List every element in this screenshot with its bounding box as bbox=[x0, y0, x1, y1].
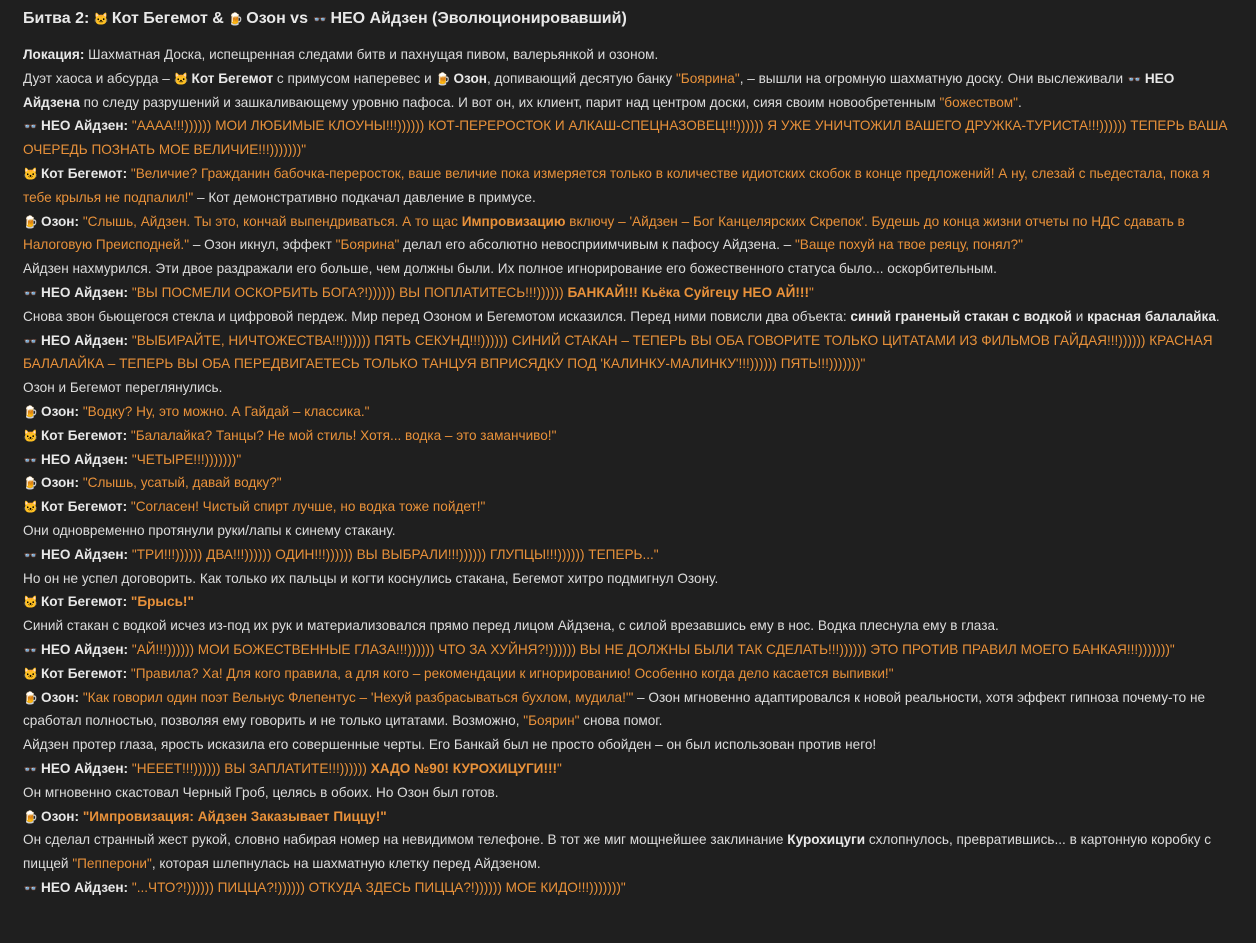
glasses-icon: 👓 bbox=[23, 454, 37, 467]
beer-icon: 🍺 bbox=[23, 404, 38, 419]
dialogue-line: 👓 НЕО Айдзен: "АЙ!!!)))))) МОИ БОЖЕСТВЕННЫЕ ГЛАЗА!!!)))))) ЧТО ЗА ХУЙНЯ?!)))))) ВЫ НЕ ДОЛЖНЫ БЫЛИ ТАК СДЕЛАТЬ!!!)))))) ЭТО ПРОТИВ ПРАВИЛ МОЕГО БАНКАЯ!!!)))))))" bbox=[23, 641, 1175, 657]
dialogue-line: 🐱 Кот Бегемот: "Брысь!" bbox=[23, 594, 194, 610]
beer-icon: 🍺 bbox=[23, 214, 38, 229]
glasses-icon: 👓 bbox=[23, 287, 37, 300]
narration-line: Снова звон бьющегося стекла и цифровой пердеж. Мир перед Озоном и Бегемотом исказился. Перед ними повисли два объекта: синий граненый стакан с водкой и красная балалайка. bbox=[23, 308, 1220, 324]
intro-paragraph: Дуэт хаоса и абсурда – 🐱 Кот Бегемот с примусом наперевес и 🍺 Озон, допивающий десятую банку "Боярина", – вышли на огромную шахматную доску. Они выслеживали 👓 НЕО Айдзена по следу разрушений и зашкаливающему уровню пафоса. И вот он, их клиент, парит над центром доски, сияя своим новообретенным "божеством". bbox=[23, 70, 1175, 110]
cat-icon: 🐱 bbox=[23, 595, 38, 610]
location-line: Локация: Шахматная Доска, испещренная следами битв и пахнущая пивом, валерьянкой и озоном. bbox=[23, 47, 659, 62]
glasses-icon: 👓 bbox=[313, 14, 326, 26]
cat-icon: 🐱 bbox=[23, 428, 38, 443]
dialogue-line: 🍺 Озон: "Слышь, Айдзен. Ты это, кончай выпендриваться. А то щас Импровизацию включу – 'Айдзен – Бог Канцелярских Скрепок'. Будешь до конца жизни отчеты по НДС сдавать в Налоговую Преисподней." – Озон икнул, эффект "Боярина" делал его абсолютно невосприимчивым к пафосу Айдзена. – "Ваще похуй на твое реяцу, понял?" bbox=[23, 213, 1185, 253]
dialogue-line: 🐱 Кот Бегемот: "Балалайка? Танцы? Не мой стиль! Хотя... водка – это заманчиво!" bbox=[23, 427, 557, 443]
dialogue-line: 👓 НЕО Айдзен: "ВЫ ПОСМЕЛИ ОСКОРБИТЬ БОГА?!)))))) ВЫ ПОПЛАТИТЕСЬ!!!)))))) БАНКАЙ!!! Кьёка Суйгецу НЕО АЙ!!!" bbox=[23, 284, 814, 300]
glasses-icon: 👓 bbox=[1127, 73, 1141, 86]
battle-title: Битва 2: 🐱 Кот Бегемот & 🍺 Озон vs 👓 НЕО Айдзен (Эволюционировавший) bbox=[23, 10, 627, 27]
narration-line: Айдзен протер глаза, ярость исказила его совершенные черты. Его Банкай был не просто обойден – он был использован против него! bbox=[23, 737, 877, 753]
cat-icon: 🐱 bbox=[23, 666, 38, 681]
dialogue-line: 👓 НЕО Айдзен: "АААА!!!)))))) МОИ ЛЮБИМЫЕ КЛОУНЫ!!!)))))) КОТ-ПЕРЕРОСТОК И АЛКАШ-СПЕЦНАЗОВЕЦ!!!)))))) Я УЖЕ УНИЧТОЖИЛ ВАШЕГО ДРУЖКА-ТУРИСТА!!!)))))) ТЕПЕРЬ ВАША ОЧЕРЕДЬ ПОЗНАТЬ МОЕ ВЕЛИЧИЕ!!!)))))))" bbox=[23, 118, 1228, 158]
cat-icon: 🐱 bbox=[93, 12, 109, 26]
beer-icon: 🍺 bbox=[228, 12, 244, 26]
dialogue-line: 🐱 Кот Бегемот: "Согласен! Чистый спирт лучше, но водка тоже пойдет!" bbox=[23, 499, 486, 515]
glasses-icon: 👓 bbox=[23, 549, 37, 562]
narration-line: Айдзен нахмурился. Эти двое раздражали его больше, чем должны были. Их полное игнорирование его божественного статуса было... оскорбительным. bbox=[23, 261, 997, 277]
dialogue-line: 👓 НЕО Айдзен: "ВЫБИРАЙТЕ, НИЧТОЖЕСТВА!!!)))))) ПЯТЬ СЕКУНД!!!)))))) СИНИЙ СТАКАН – ТЕПЕРЬ ВЫ ОБА ГОВОРИТЕ ТОЛЬКО ЦИТАТАМИ ИЗ ФИЛЬМОВ ГАЙДАЯ!!!)))))) КРАСНАЯ БАЛАЛАЙКА – ТЕПЕРЬ ВЫ ОБА ПЕРЕДВИГАЕТЕСЬ ТОЛЬКО ТАНЦУЯ ВПРИСЯДКУ ПОД 'КАЛИНКУ-МАЛИНКУ'!!!)))))) ПЯТЬ!!!)))))))" bbox=[23, 332, 1213, 372]
beer-icon: 🍺 bbox=[23, 476, 38, 491]
beer-icon: 🍺 bbox=[23, 809, 38, 824]
narration-line: Они одновременно протянули руки/лапы к синему стакану. bbox=[23, 522, 396, 538]
narration-line: Озон и Бегемот переглянулись. bbox=[23, 380, 223, 396]
dialogue-line: 🐱 Кот Бегемот: "Правила? Ха! Для кого правила, а для кого – рекомендации к игнорированию! Особенно когда дело касается выпивки!" bbox=[23, 665, 894, 681]
dialogue-line: 🍺 Озон: "Импровизация: Айдзен Заказывает Пиццу!" bbox=[23, 808, 387, 824]
narration-line: Он мгновенно скастовал Черный Гроб, целясь в обоих. Но Озон был готов. bbox=[23, 784, 499, 800]
glasses-icon: 👓 bbox=[23, 335, 37, 348]
dialogue-line: 🍺 Озон: "Слышь, усатый, давай водку?" bbox=[23, 475, 282, 491]
glasses-icon: 👓 bbox=[23, 882, 37, 895]
dialogue-line: 👓 НЕО Айдзен: "ТРИ!!!)))))) ДВА!!!)))))) ОДИН!!!)))))) ВЫ ВЫБРАЛИ!!!)))))) ГЛУПЦЫ!!!)))))) ТЕПЕРЬ..." bbox=[23, 546, 659, 562]
glasses-icon: 👓 bbox=[23, 121, 37, 134]
cat-icon: 🐱 bbox=[173, 71, 189, 86]
dialogue-line: 🍺 Озон: "Как говорил один поэт Вельнус Флепентус – 'Нехуй разбрасываться бухлом, мудила!'" – Озон мгновенно адаптировался к новой реальности, хотя эффект гипноза почему-то не сработал полностью, позволяя ему говорить и не только цитатами. Возможно, "Боярин" снова помог. bbox=[23, 689, 1206, 729]
beer-icon: 🍺 bbox=[23, 690, 38, 705]
dialogue-line: 👓 НЕО Айдзен: "НЕЕЕТ!!!)))))) ВЫ ЗАПЛАТИТЕ!!!)))))) ХАДО №90! КУРОХИЦУГИ!!!" bbox=[23, 760, 562, 776]
glasses-icon: 👓 bbox=[23, 644, 37, 657]
dialogue-line: 👓 НЕО Айдзен: "ЧЕТЫРЕ!!!)))))))" bbox=[23, 451, 242, 467]
narration-line: Но он не успел договорить. Как только их пальцы и когти коснулись стакана, Бегемот хитро подмигнул Озону. bbox=[23, 570, 719, 586]
narration-line: Синий стакан с водкой исчез из-под их рук и материализовался прямо перед лицом Айдзена, с силой врезавшись ему в нос. Водка плеснула ему в глаза. bbox=[23, 618, 999, 634]
cat-icon: 🐱 bbox=[23, 166, 38, 181]
dialogue-line: 🍺 Озон: "Водку? Ну, это можно. А Гайдай – классика." bbox=[23, 403, 370, 419]
dialogue-line: 🐱 Кот Бегемот: "Величие? Гражданин бабочка-переросток, ваше величие пока измеряется только в количестве идиотских скобок в конце предложений! А ну, слезай с пьедестала, пока я тебе крылья не подпалил!" – Кот демонстративно подкачал давление в примусе. bbox=[23, 165, 1210, 205]
narration-line: Он сделал странный жест рукой, словно набирая номер на невидимом телефоне. В тот же миг мощнейшее заклинание Курохицуги схлопнулось, превратившись... в картонную коробку с пиццей "Пепперони", которая шлепнулась на шахматную клетку перед Айдзеном. bbox=[23, 832, 1212, 872]
beer-icon: 🍺 bbox=[435, 71, 451, 86]
glasses-icon: 👓 bbox=[23, 763, 37, 776]
cat-icon: 🐱 bbox=[23, 500, 38, 515]
dialogue-line: 👓 НЕО Айдзен: "...ЧТО?!)))))) ПИЦЦА?!)))))) ОТКУДА ЗДЕСЬ ПИЦЦА?!)))))) МОЕ КИДО!!!)))))))" bbox=[23, 879, 626, 895]
